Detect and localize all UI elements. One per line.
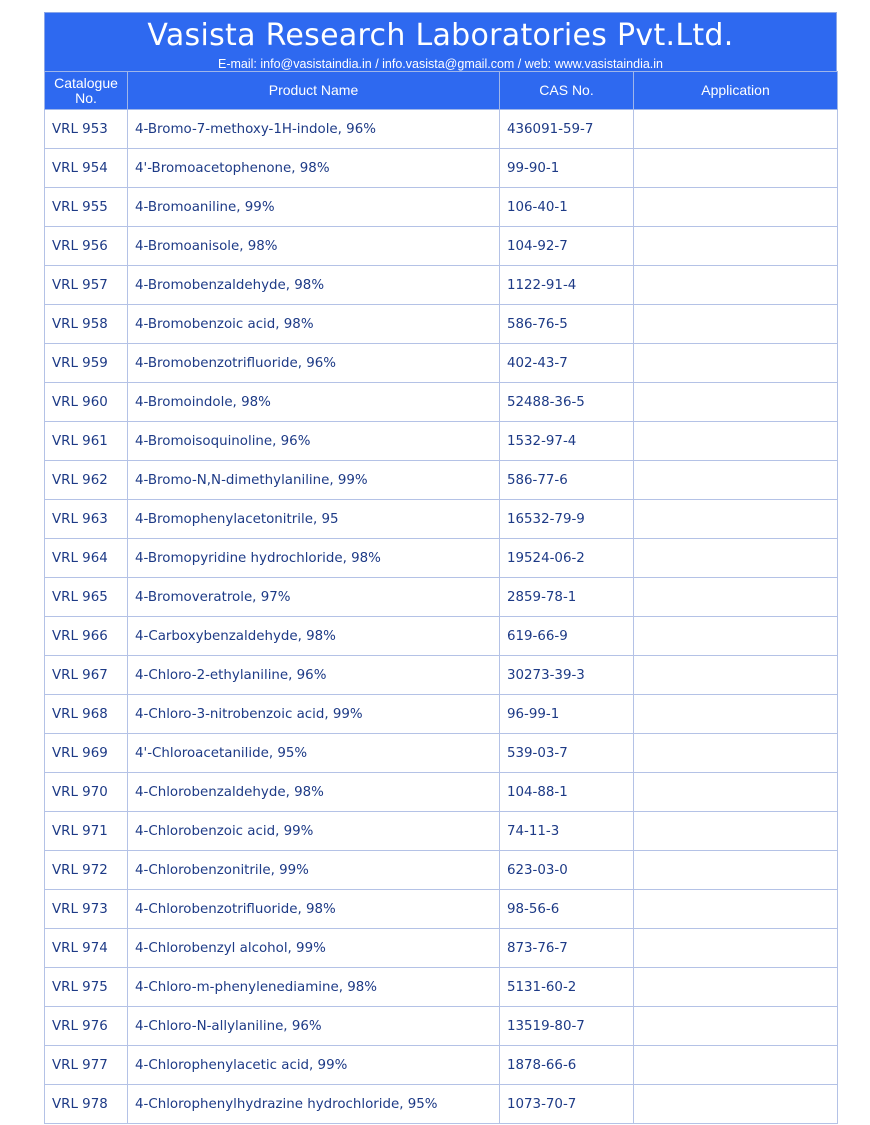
table-row	[45, 383, 838, 422]
table-row	[45, 266, 838, 305]
product-name-cell: 4-Chloro-2-ethylaniline, 96%	[128, 656, 500, 695]
catalogue-number-cell: VRL 963	[45, 500, 128, 539]
product-name-cell: 4-Bromoaniline, 99%	[128, 188, 500, 227]
application-cell	[634, 422, 838, 461]
catalogue-number-cell: VRL 956	[45, 227, 128, 266]
contact-line: E-mail: info@vasistaindia.in / info.vasista@gmail.com / web: www.vasistaindia.in	[218, 57, 663, 71]
application-cell	[634, 344, 838, 383]
table-row	[45, 851, 838, 890]
cas-number-cell: 2859-78-1	[500, 578, 634, 617]
table-row	[45, 461, 838, 500]
application-cell	[634, 890, 838, 929]
cas-number-cell: 1122-91-4	[500, 266, 634, 305]
catalogue-number-cell: VRL 964	[45, 539, 128, 578]
cas-number-cell: 402-43-7	[500, 344, 634, 383]
table-row	[45, 344, 838, 383]
product-name-cell: 4-Chloro-N-allylaniline, 96%	[128, 1007, 500, 1046]
column-header-product: Product Name	[128, 72, 500, 110]
application-cell	[634, 734, 838, 773]
catalogue-number-cell: VRL 960	[45, 383, 128, 422]
application-cell	[634, 500, 838, 539]
application-cell	[634, 695, 838, 734]
product-name-cell: 4-Chloro-3-nitrobenzoic acid, 99%	[128, 695, 500, 734]
table-row	[45, 890, 838, 929]
product-name-cell: 4-Bromobenzotrifluoride, 96%	[128, 344, 500, 383]
product-name-cell: 4-Chlorophenylhydrazine hydrochloride, 95%	[128, 1085, 500, 1124]
cas-number-cell: 96-99-1	[500, 695, 634, 734]
table-row	[45, 695, 838, 734]
catalogue-number-cell: VRL 969	[45, 734, 128, 773]
table-row	[45, 1085, 838, 1124]
catalogue-number-cell: VRL 977	[45, 1046, 128, 1085]
cas-number-cell: 30273-39-3	[500, 656, 634, 695]
cas-number-cell: 16532-79-9	[500, 500, 634, 539]
product-table	[44, 71, 838, 1124]
catalogue-number-cell: VRL 961	[45, 422, 128, 461]
company-name: Vasista Research Laboratories Pvt.Ltd.	[147, 18, 734, 53]
column-header-catalogue-line2: No.	[75, 89, 97, 106]
catalogue-number-cell: VRL 970	[45, 773, 128, 812]
application-cell	[634, 461, 838, 500]
application-cell	[634, 227, 838, 266]
cas-number-cell: 1532-97-4	[500, 422, 634, 461]
table-row	[45, 1007, 838, 1046]
cas-number-cell: 99-90-1	[500, 149, 634, 188]
product-name-cell: 4-Bromobenzoic acid, 98%	[128, 305, 500, 344]
cas-number-cell: 586-76-5	[500, 305, 634, 344]
column-header-catalogue	[45, 72, 128, 110]
application-cell	[634, 929, 838, 968]
application-cell	[634, 773, 838, 812]
cas-number-cell: 586-77-6	[500, 461, 634, 500]
table-row	[45, 110, 838, 149]
table-row	[45, 227, 838, 266]
application-cell	[634, 383, 838, 422]
product-name-cell: 4-Carboxybenzaldehyde, 98%	[128, 617, 500, 656]
cas-number-cell: 104-92-7	[500, 227, 634, 266]
product-name-cell: 4-Chlorobenzonitrile, 99%	[128, 851, 500, 890]
catalogue-number-cell: VRL 954	[45, 149, 128, 188]
catalogue-number-cell: VRL 967	[45, 656, 128, 695]
table-row	[45, 422, 838, 461]
cas-number-cell: 1073-70-7	[500, 1085, 634, 1124]
catalogue-number-cell: VRL 959	[45, 344, 128, 383]
application-cell	[634, 812, 838, 851]
product-name-cell: 4-Bromoisoquinoline, 96%	[128, 422, 500, 461]
product-name-cell: 4-Chlorobenzotrifluoride, 98%	[128, 890, 500, 929]
product-name-cell: 4-Chlorobenzyl alcohol, 99%	[128, 929, 500, 968]
table-row	[45, 929, 838, 968]
application-cell	[634, 1046, 838, 1085]
cas-number-cell: 106-40-1	[500, 188, 634, 227]
cas-number-cell: 98-56-6	[500, 890, 634, 929]
application-cell	[634, 188, 838, 227]
catalogue-number-cell: VRL 972	[45, 851, 128, 890]
table-row	[45, 188, 838, 227]
column-header-application: Application	[634, 72, 838, 110]
product-name-cell: 4'-Bromoacetophenone, 98%	[128, 149, 500, 188]
cas-number-cell: 873-76-7	[500, 929, 634, 968]
catalogue-number-cell: VRL 955	[45, 188, 128, 227]
application-cell	[634, 968, 838, 1007]
catalogue-number-cell: VRL 958	[45, 305, 128, 344]
catalogue-number-cell: VRL 957	[45, 266, 128, 305]
company-banner	[44, 12, 837, 71]
catalogue-number-cell: VRL 962	[45, 461, 128, 500]
product-name-cell: 4-Chloro-m-phenylenediamine, 98%	[128, 968, 500, 1007]
catalogue-number-cell: VRL 965	[45, 578, 128, 617]
catalogue-number-cell: VRL 976	[45, 1007, 128, 1046]
cas-number-cell: 623-03-0	[500, 851, 634, 890]
table-header-row	[45, 72, 838, 110]
column-header-catalogue-line1: Catalogue	[54, 74, 118, 91]
table-row	[45, 617, 838, 656]
application-cell	[634, 266, 838, 305]
table-row	[45, 539, 838, 578]
table-row	[45, 305, 838, 344]
catalogue-number-cell: VRL 966	[45, 617, 128, 656]
catalogue-number-cell: VRL 973	[45, 890, 128, 929]
product-name-cell: 4-Bromobenzaldehyde, 98%	[128, 266, 500, 305]
product-name-cell: 4-Bromophenylacetonitrile, 95	[128, 500, 500, 539]
product-name-cell: 4-Chlorobenzoic acid, 99%	[128, 812, 500, 851]
product-name-cell: 4-Bromoindole, 98%	[128, 383, 500, 422]
catalogue-number-cell: VRL 971	[45, 812, 128, 851]
table-row	[45, 149, 838, 188]
product-name-cell: 4'-Chloroacetanilide, 95%	[128, 734, 500, 773]
table-row	[45, 773, 838, 812]
catalogue-number-cell: VRL 968	[45, 695, 128, 734]
catalogue-number-cell: VRL 975	[45, 968, 128, 1007]
table-row	[45, 734, 838, 773]
application-cell	[634, 110, 838, 149]
column-header-cas: CAS No.	[500, 72, 634, 110]
product-name-cell: 4-Bromoveratrole, 97%	[128, 578, 500, 617]
cas-number-cell: 619-66-9	[500, 617, 634, 656]
cas-number-cell: 539-03-7	[500, 734, 634, 773]
table-row	[45, 656, 838, 695]
product-name-cell: 4-Bromo-7-methoxy-1H-indole, 96%	[128, 110, 500, 149]
table-row	[45, 1046, 838, 1085]
table-row	[45, 812, 838, 851]
application-cell	[634, 578, 838, 617]
product-name-cell: 4-Bromopyridine hydrochloride, 98%	[128, 539, 500, 578]
catalogue-number-cell: VRL 978	[45, 1085, 128, 1124]
application-cell	[634, 1007, 838, 1046]
application-cell	[634, 149, 838, 188]
catalogue-number-cell: VRL 974	[45, 929, 128, 968]
table-row	[45, 500, 838, 539]
table-row	[45, 968, 838, 1007]
cas-number-cell: 1878-66-6	[500, 1046, 634, 1085]
application-cell	[634, 305, 838, 344]
application-cell	[634, 851, 838, 890]
table-row	[45, 578, 838, 617]
product-name-cell: 4-Bromo-N,N-dimethylaniline, 99%	[128, 461, 500, 500]
product-name-cell: 4-Chlorobenzaldehyde, 98%	[128, 773, 500, 812]
application-cell	[634, 656, 838, 695]
product-name-cell: 4-Bromoanisole, 98%	[128, 227, 500, 266]
cas-number-cell: 436091-59-7	[500, 110, 634, 149]
cas-number-cell: 74-11-3	[500, 812, 634, 851]
cas-number-cell: 52488-36-5	[500, 383, 634, 422]
cas-number-cell: 5131-60-2	[500, 968, 634, 1007]
application-cell	[634, 539, 838, 578]
catalogue-page	[44, 12, 837, 1124]
catalogue-number-cell: VRL 953	[45, 110, 128, 149]
cas-number-cell: 13519-80-7	[500, 1007, 634, 1046]
product-name-cell: 4-Chlorophenylacetic acid, 99%	[128, 1046, 500, 1085]
application-cell	[634, 617, 838, 656]
cas-number-cell: 19524-06-2	[500, 539, 634, 578]
cas-number-cell: 104-88-1	[500, 773, 634, 812]
application-cell	[634, 1085, 838, 1124]
